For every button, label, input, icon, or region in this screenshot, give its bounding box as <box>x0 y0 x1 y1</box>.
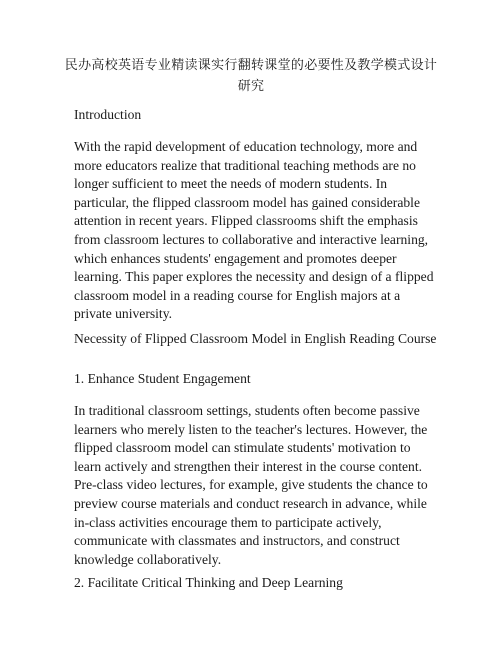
intro-paragraph: With the rapid development of education technology, more and more educators realize that traditional teaching methods are no longer sufficient to meet the needs of modern students. In particular, the flipped classroom model has gained considerable attention in recent years. Flipped classrooms shift the emphasis from classroom lectures to collaborative and interactive learning, which enhances students' engagement and promotes deeper learning. This paper explores the necessity and design of a flipped classroom model in a reading course for English majors at a private university. <box>74 139 434 322</box>
subsection-2-heading: 2. Facilitate Critical Thinking and Deep Learning <box>74 575 343 590</box>
intro-heading: Introduction <box>74 107 142 122</box>
section-heading: Necessity of Flipped Classroom Model in English Reading Course <box>74 331 437 346</box>
subsection-1-paragraph: In traditional classroom settings, students often become passive learners who merely listen to the teacher's lectures. However, the flipped classroom model can stimulate students' motivation to learn actively and strengthen their interest in the course content. Pre-class video lectures, for example, give students the chance to preview course materials and conduct research in advance, while in-class activities encourage them to participate actively, communicate with classmates and instructors, and construct knowledge collaboratively. <box>74 403 428 567</box>
subsection-1-heading: 1. Enhance Student Engagement <box>74 371 251 386</box>
document-title: 民办高校英语专业精读课实行翻转课堂的必要性及教学模式设计研究 <box>64 58 438 94</box>
